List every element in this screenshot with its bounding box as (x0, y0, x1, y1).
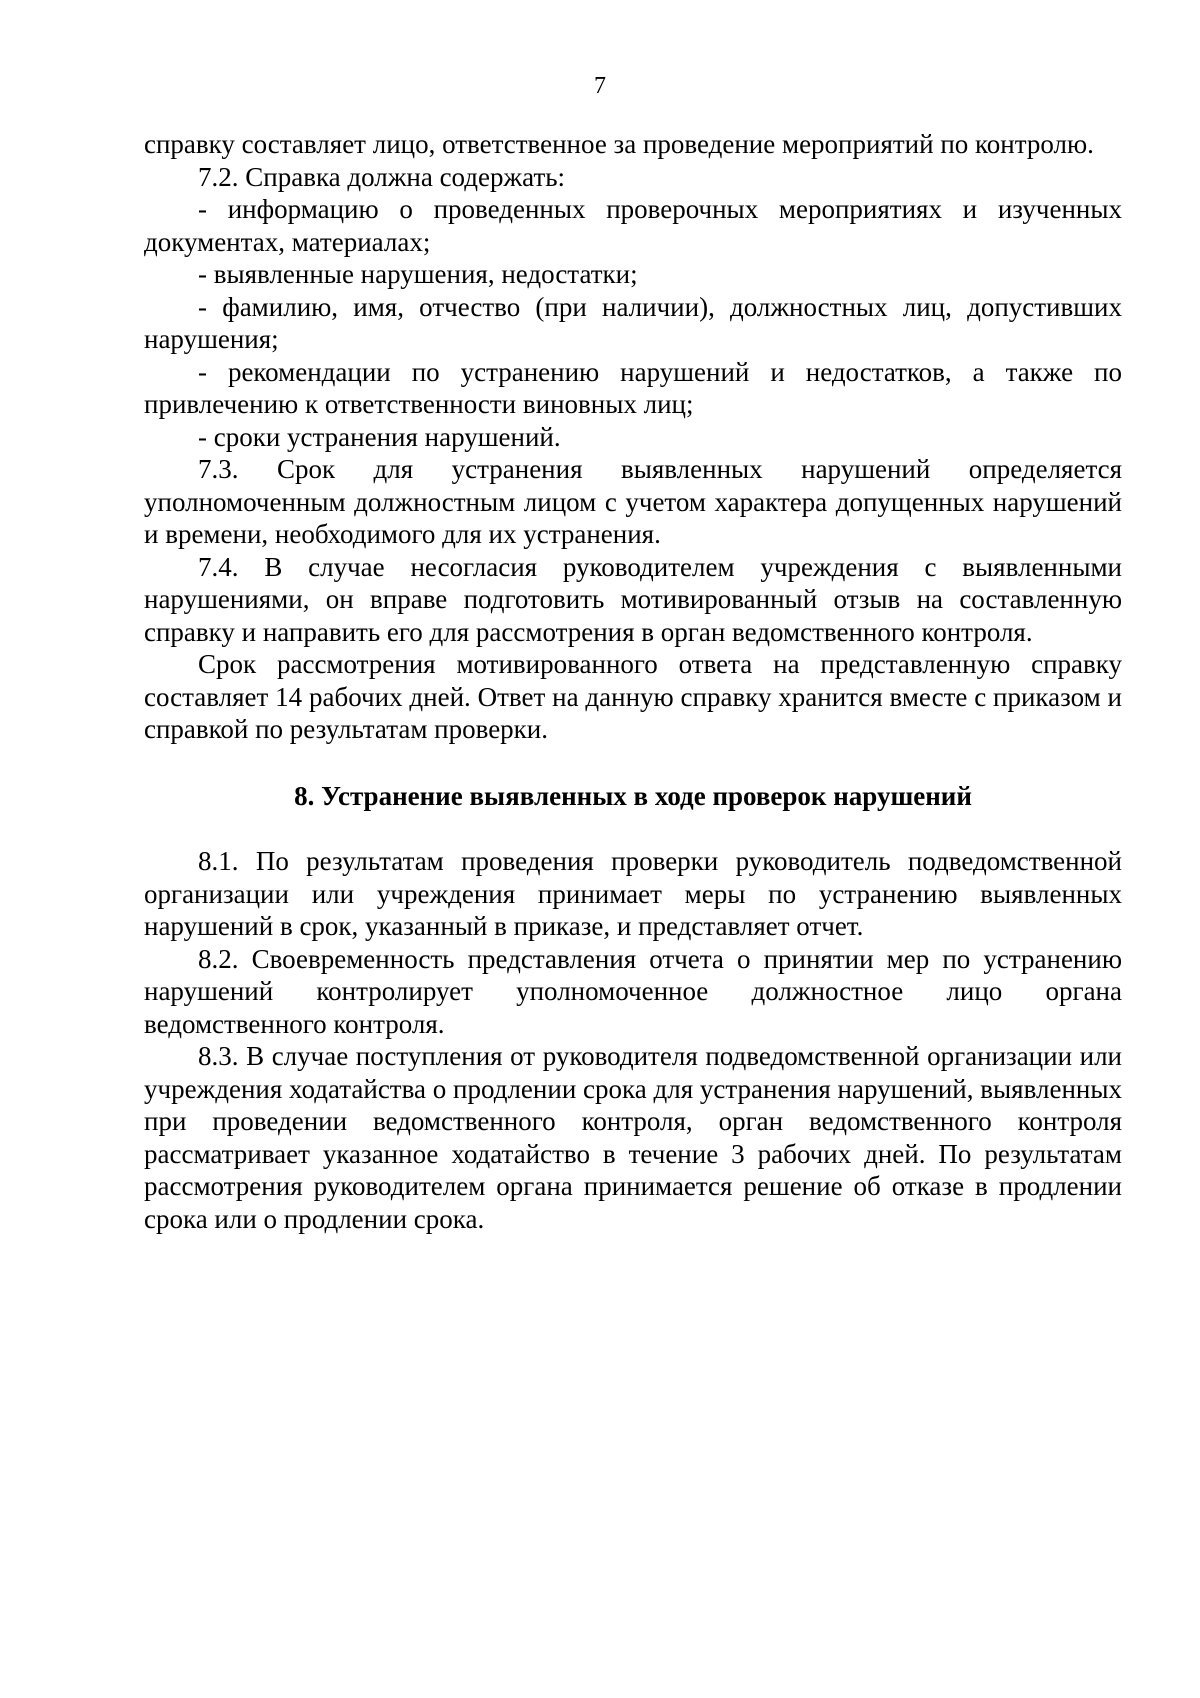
paragraph-7-1-continuation: справку составляет лицо, ответственное за проведение мероприятий по контролю. (144, 129, 1094, 159)
list-item-officials: - фамилию, имя, отчество (при наличии), должностных лиц, допустивших нарушения; (144, 291, 1122, 354)
list-item-violations: - выявленные нарушения, недостатки; (198, 259, 638, 289)
paragraph-review-term: Срок рассмотрения мотивированного ответа на представленную справку составляет 14 рабочих дней. Ответ на данную справку хранится вместе с приказом и справкой по результатам проверки. (144, 649, 1122, 744)
paragraph-8-3: 8.3. В случае поступления от руководителя подведомственной организации или учреждения ходатайства о продлении срока для устранения нарушений, выявленных при проведении ведомственного контроля, орган ведомственного контроля рассматривает указанное ходатайство в течение 3 рабочих дней. По результатам рассмотрения руководителем органа принимается решение об отказе в продлении срока или о продлении срока. (144, 1041, 1122, 1234)
page-number: 7 (594, 73, 606, 99)
paragraph-7-4: 7.4. В случае несогласия руководителем учреждения с выявленными нарушениями, он вправе подготовить мотивированный отзыв на составленную справку и направить его для рассмотрения в орган ведомственного контроля. (144, 551, 1122, 647)
paragraph-7-2: 7.2. Справка должна содержать: (198, 161, 566, 192)
document-body (144, 128, 1122, 1235)
paragraph-8-2: 8.2. Своевременность представления отчета о принятии мер по устранению нарушений контролирует уполномоченное должностное лицо органа ведомственного контроля. (144, 943, 1122, 1039)
list-item-recommendations: - рекомендации по устранению нарушений и недостатков, а также по привлечению к ответственности виновных лиц; (144, 356, 1122, 419)
section-8-heading: 8. Устранение выявленных в ходе проверок нарушений (294, 780, 972, 811)
list-item-deadlines: - сроки устранения нарушений. (198, 421, 561, 452)
list-item-information: - информацию о проведенных проверочных мероприятиях и изученных документах, материалах; (144, 194, 1122, 257)
paragraph-7-3: 7.3. Срок для устранения выявленных нарушений определяется уполномоченным должностным лицом с учетом характера допущенных нарушений и времени, необходимого для их устранения. (144, 454, 1122, 549)
paragraph-8-1: 8.1. По результатам проведения проверки руководитель подведомственной организации или учреждения принимает меры по устранению выявленных нарушений в срок, указанный в приказе, и представляет отчет. (144, 846, 1122, 941)
